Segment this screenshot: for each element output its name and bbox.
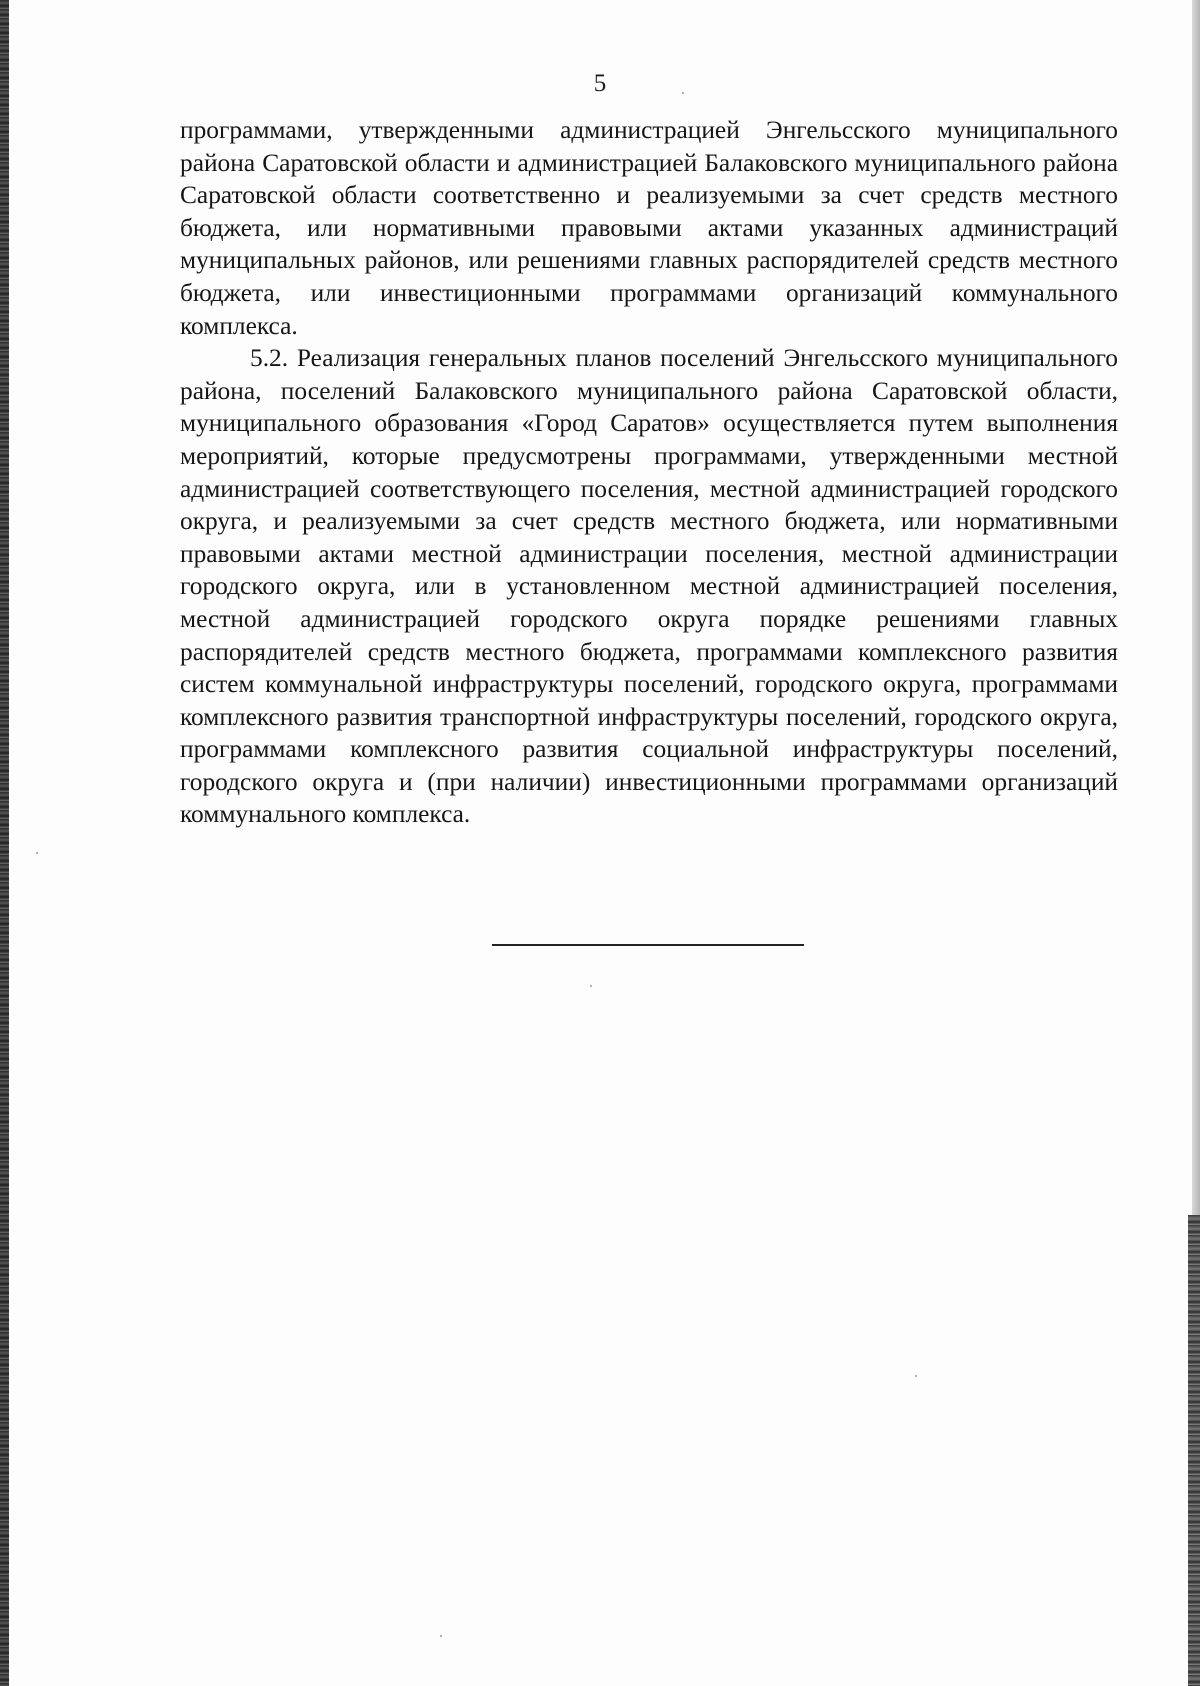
scan-speck [590,985,592,987]
page-number: 5 [593,70,607,97]
paragraph-continuation: программами, утвержденными администрацией Энгельсского муниципального района Саратовской области и администрацией Балаковского муниципального района Саратовской области соответственно и реализуемыми за счет средств местного бюджета, или нормативными правовыми актами указанных администраций муниципальных районов, или решениями главных распорядителей средств местного бюджета, или инвестиционными программами организаций коммунального комплекса. [180,116,1118,340]
scan-edge-right [1192,0,1200,1215]
scan-edge-right-dark [1188,1215,1200,1686]
end-separator-line [492,944,804,946]
scan-edge-left [0,0,9,1686]
document-body [180,114,1118,831]
scan-speck [915,1375,917,1377]
scan-speck [682,92,684,94]
scan-speck [440,1635,442,1637]
paragraph-section-5-2: 5.2. Реализация генеральных планов поселений Энгельсского муниципального района, поселений Балаковского муниципального района Саратовской области, муниципального образования «Город Саратов» осуществляется путем выполнения мероприятий, которые предусмотрены программами, утвержденными местной администрацией соответствующего поселения, местной администрацией городского округа, и реализуемыми за счет средств местного бюджета, или нормативными правовыми актами местной администрации поселения, местной администрации городского округа, или в установленном местной администрацией поселения, местной администрацией городского округа порядке решениями главных распорядителей средств местного бюджета, программами комплексного развития систем коммунальной инфраструктуры поселений, городского округа, программами комплексного развития транспортной инфраструктуры поселений, городского округа, программами комплексного развития социальной инфраструктуры поселений, городского округа и (при наличии) инвестиционными программами организаций коммунального комплекса. [180,344,1118,829]
scan-speck [36,852,38,854]
